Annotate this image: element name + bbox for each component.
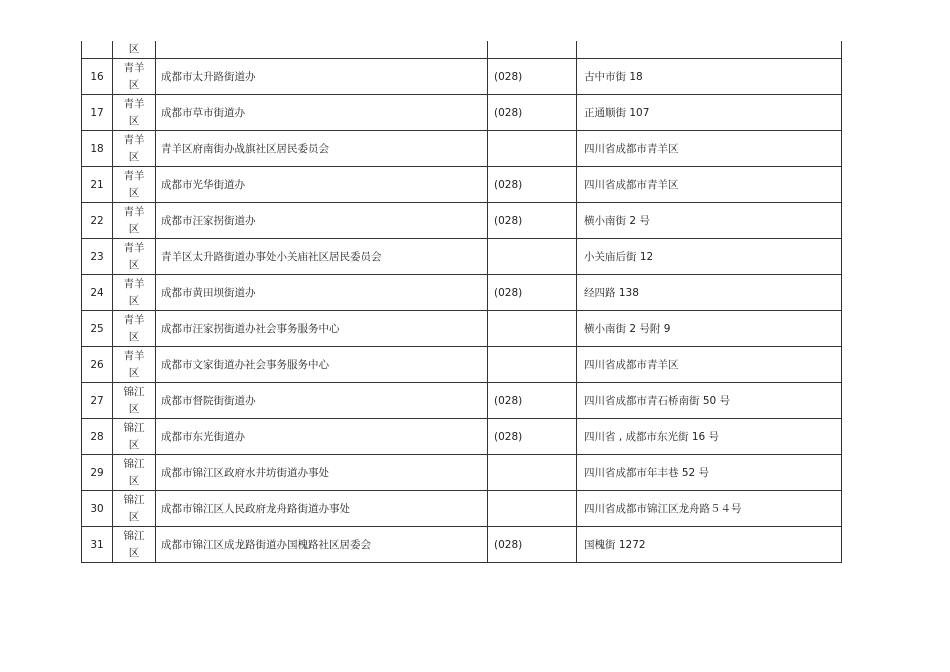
cell-district <box>113 275 156 311</box>
cell-name: 成都市黄田坝街道办 <box>156 275 488 311</box>
cell-address: 四川省成都市青羊区 <box>577 167 842 203</box>
district-label: 区 <box>128 43 140 55</box>
cell-name: 成都市东光街道办 <box>156 419 488 455</box>
cell-district <box>113 239 156 275</box>
cell-phone <box>488 131 577 167</box>
table-row <box>82 167 842 203</box>
cell-no: 24 <box>82 275 113 311</box>
cell-name: 青羊区府南街办战旗社区居民委员会 <box>156 131 488 167</box>
cell-name: 成都市草市街道办 <box>156 95 488 131</box>
cell-address: 四川省 , 成都市东光街 16 号 <box>577 419 842 455</box>
cell-district <box>113 311 156 347</box>
table-row <box>82 419 842 455</box>
cell-phone <box>488 239 577 275</box>
table-row-partial <box>82 41 842 59</box>
table-row <box>82 347 842 383</box>
cell-no: 31 <box>82 527 113 563</box>
table-row <box>82 95 842 131</box>
district-bottom: 区 <box>128 294 140 307</box>
cell-district <box>113 203 156 239</box>
cell-address: 正通顺街 107 <box>577 95 842 131</box>
cell-phone: (028) <box>488 419 577 455</box>
cell-district <box>113 491 156 527</box>
cell-no: 25 <box>82 311 113 347</box>
cell-no: 26 <box>82 347 113 383</box>
cell-phone: (028) <box>488 167 577 203</box>
cell-no: 21 <box>82 167 113 203</box>
district-bottom: 区 <box>128 546 140 559</box>
cell-address: 四川省成都市年丰巷 52 号 <box>577 455 842 491</box>
cell-phone <box>488 455 577 491</box>
district-bottom: 区 <box>128 438 140 451</box>
district-top: 青羊 <box>123 61 145 74</box>
district-bottom: 区 <box>128 114 140 127</box>
table-row <box>82 383 842 419</box>
cell-phone: (028) <box>488 383 577 419</box>
table-row <box>82 239 842 275</box>
cell-name: 成都市光华街道办 <box>156 167 488 203</box>
cell-name: 成都市汪家拐街道办社会事务服务中心 <box>156 311 488 347</box>
cell-no: 22 <box>82 203 113 239</box>
cell-district <box>113 95 156 131</box>
cell-name: 成都市锦江区成龙路街道办国槐路社区居委会 <box>156 527 488 563</box>
cell-phone <box>488 347 577 383</box>
district-bottom: 区 <box>128 366 140 379</box>
district-top: 锦江 <box>123 421 145 434</box>
cell-address: 四川省成都市锦江区龙舟路５４号 <box>577 491 842 527</box>
cell-district <box>113 455 156 491</box>
cell-name: 成都市文家街道办社会事务服务中心 <box>156 347 488 383</box>
cell-district <box>113 131 156 167</box>
cell-no: 30 <box>82 491 113 527</box>
district-top: 锦江 <box>123 457 145 470</box>
cell-name: 青羊区太升路街道办事处小关庙社区居民委员会 <box>156 239 488 275</box>
cell-address: 国槐街 1272 <box>577 527 842 563</box>
cell-no: 18 <box>82 131 113 167</box>
table-row <box>82 131 842 167</box>
cell-no: 27 <box>82 383 113 419</box>
cell-name: 成都市锦江区政府水井坊街道办事处 <box>156 455 488 491</box>
district-top: 锦江 <box>123 385 145 398</box>
cell-district <box>113 383 156 419</box>
cell-phone: (028) <box>488 203 577 239</box>
cell-address: 横小南街 2 号 <box>577 203 842 239</box>
district-bottom: 区 <box>128 222 140 235</box>
table-row <box>82 455 842 491</box>
cell-address: 横小南街 2 号附 9 <box>577 311 842 347</box>
cell-phone <box>488 491 577 527</box>
cell-district <box>113 59 156 95</box>
table-row <box>82 275 842 311</box>
table-row <box>82 311 842 347</box>
district-bottom: 区 <box>128 258 140 271</box>
cell-phone: (028) <box>488 527 577 563</box>
district-top: 青羊 <box>123 241 145 254</box>
cell-district <box>113 41 156 59</box>
cell-name: 成都市督院街街道办 <box>156 383 488 419</box>
cell-no: 16 <box>82 59 113 95</box>
cell-address: 经四路 138 <box>577 275 842 311</box>
document-sheet <box>81 41 842 563</box>
cell-district <box>113 419 156 455</box>
district-top: 锦江 <box>123 493 145 506</box>
cell-phone: (028) <box>488 95 577 131</box>
cell-name: 成都市汪家拐街道办 <box>156 203 488 239</box>
table-row <box>82 491 842 527</box>
cell-district <box>113 167 156 203</box>
district-top: 青羊 <box>123 313 145 326</box>
district-top: 青羊 <box>123 205 145 218</box>
district-top: 青羊 <box>123 169 145 182</box>
cell-address: 四川省成都市青羊区 <box>577 347 842 383</box>
cell-district <box>113 527 156 563</box>
office-directory-table <box>81 41 842 563</box>
cell-address: 古中市街 18 <box>577 59 842 95</box>
cell-name <box>156 41 488 59</box>
cell-no: 28 <box>82 419 113 455</box>
cell-address: 四川省成都市青羊区 <box>577 131 842 167</box>
cell-address <box>577 41 842 59</box>
district-bottom: 区 <box>128 330 140 343</box>
district-bottom: 区 <box>128 150 140 163</box>
district-top: 青羊 <box>123 97 145 110</box>
district-bottom: 区 <box>128 402 140 415</box>
table-row <box>82 203 842 239</box>
district-top: 青羊 <box>123 277 145 290</box>
cell-phone <box>488 311 577 347</box>
cell-name: 成都市太升路街道办 <box>156 59 488 95</box>
cell-phone <box>488 41 577 59</box>
cell-name: 成都市锦江区人民政府龙舟路街道办事处 <box>156 491 488 527</box>
district-bottom: 区 <box>128 78 140 91</box>
cell-no: 29 <box>82 455 113 491</box>
district-top: 青羊 <box>123 133 145 146</box>
cell-no: 17 <box>82 95 113 131</box>
district-bottom: 区 <box>128 510 140 523</box>
cell-address: 四川省成都市青石桥南街 50 号 <box>577 383 842 419</box>
cell-no: 23 <box>82 239 113 275</box>
cell-address: 小关庙后街 12 <box>577 239 842 275</box>
cell-no <box>82 41 113 59</box>
cell-phone: (028) <box>488 275 577 311</box>
district-bottom: 区 <box>128 186 140 199</box>
cell-phone: (028) <box>488 59 577 95</box>
table-row <box>82 59 842 95</box>
cell-district <box>113 347 156 383</box>
district-bottom: 区 <box>128 474 140 487</box>
table-row <box>82 527 842 563</box>
district-top: 青羊 <box>123 349 145 362</box>
district-top: 锦江 <box>123 529 145 542</box>
